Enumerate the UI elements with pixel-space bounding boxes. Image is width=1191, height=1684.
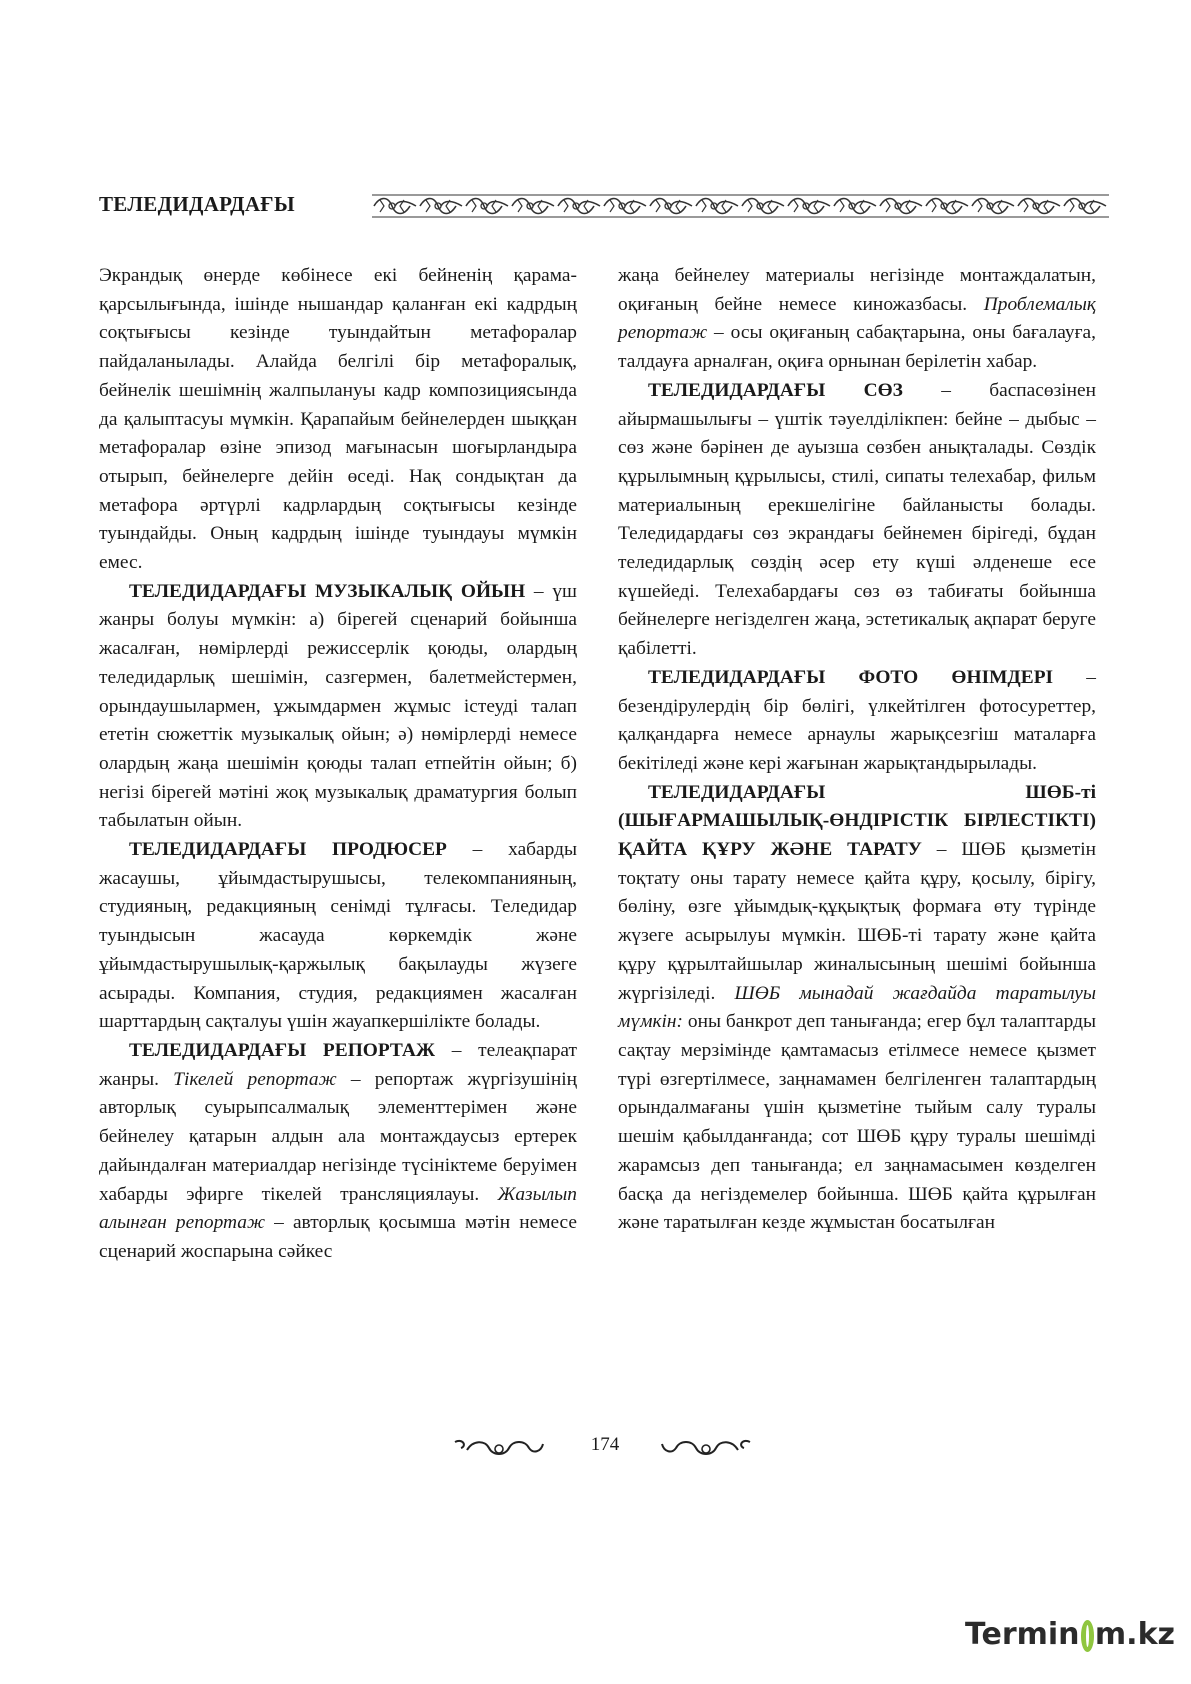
left-column	[99, 262, 577, 1267]
running-header	[99, 192, 1109, 222]
entry-headword: ТЕЛЕДИДАРДАҒЫ ПРОДЮСЕР	[129, 839, 447, 861]
watermark-ring-icon	[1081, 1620, 1094, 1652]
paragraph-continued: жаңа бейнелеу материалы негізінде монтаждалатын, оқиғаның бейне немесе киножазбасы. Проблемалық репортаж – осы оқиғаның сабақтарына, оны бағалауға, талдауға арналған, оқиға орнынан берілетін хабар.	[618, 265, 1096, 373]
entry-music-show: ТЕЛЕДИДАРДАҒЫ МУЗЫКАЛЫҚ ОЙЫН – үш жанры болуы мүмкін: а) бірегей сценарий бойынша жасалған, нөмірлерді режиссерлік қоюды, олардың теледидарлық шешімін, сазгермен, балетмейстермен, орындаушылармен, ұжымдармен жұмыс істеуді талап ететін сюжеттік музыкалық ойын; ә) нөмірлерді немесе олардың жаңа шешімін қоюды талап етпейтін ойын; б) негізі бірегей мәтіні жоқ музыкалық драматургия болып табылатын ойын.	[99, 580, 577, 832]
page-footer	[0, 1434, 1191, 1464]
page-number: 174	[590, 1434, 620, 1455]
right-flourish-icon	[660, 1436, 752, 1460]
entry-speech: ТЕЛЕДИДАРДАҒЫ СӨЗ – баспасөзінен айырмашылығы – үштік тәуелділікпен: бейне – дыбыс – сөз және бәрінен де ауызша сөзбен анықталады. Сөздік құрылымның құрылысы, стилі, сипаты телехабар, фильм материалының ерекшелігіне байланысты болады. Теледидардағы сөз экрандағы бейнемен бірігеді, бұдан теледидарлық сөздің әсер ету күші әлденеше есе күшейеді. Телехабардағы сөз өз табиғаты бойынша бейнелерге негізделген жаңа, эстетикалық ақпарат беруге қабілетті.	[618, 379, 1096, 660]
entry-headword: ТЕЛЕДИДАРДАҒЫ ФОТО ӨНІМДЕРІ	[648, 666, 1054, 688]
header-title: ТЕЛЕДИДАРДАҒЫ	[99, 192, 295, 216]
entry-headword: ТЕЛЕДИДАРДАҒЫ СӨЗ	[648, 379, 903, 401]
right-column	[618, 262, 1096, 1238]
paragraph: Экрандық өнерде көбінесе екі бейненің қарама-қарсылығында, ішінде нышандар қаланған екі кадрдың соқтығысы кезінде туындайтын метафоралар пайдаланылады. Алайда белгілі бір метафоралық, бейнелік шешімнің жалпылануы кадр композициясында да қалыптасуы мүмкін. Қарапайым бейнелерден шыққан метафоралар өзіне эпизод мағынасын шоғырландыра отырып, бейнелерге дейін өседі. Нақ сондықтан да метафора әртүрлі кадрлардың соқтығысы кезінде туындайды. Оның кадрдың ішінде туындауы мүмкін емес.	[99, 265, 577, 574]
termincom-watermark: Termin m.kz	[965, 1616, 1175, 1652]
left-flourish-icon	[453, 1436, 545, 1460]
entry-headword: ТЕЛЕДИДАРДАҒЫ РЕПОРТАЖ	[129, 1039, 436, 1061]
entry-producer: ТЕЛЕДИДАРДАҒЫ ПРОДЮСЕР – хабарды жасаушы, ұйымдастырушысы, телекомпанияның, студияның, редакцияның сенімді тұлғасы. Теледидар туындысын жасауда көркемдік және ұйымдастырушылық-қаржылық бақылауды жүзеге асырады. Компания, студия, редакциямен жасалған шарттардың сақталуы үшін жауапкершілікте болады.	[99, 839, 577, 1033]
entry-reportage: ТЕЛЕДИДАРДАҒЫ РЕПОРТАЖ – телеақпарат жанры. Тікелей репортаж – репортаж жүргізушінің авторлық суырыпсалмалық элементтерімен және бейнелеу қатарын алдын ала монтаждаусыз ертерек дайындалған материалдар негізінде түсініктеме беруімен хабарды эфирге тікелей трансляциялауы. Жазылып алынған репортаж – авторлық қосымша мәтін немесе сценарий жоспарына сәйкес	[99, 1039, 577, 1262]
ornament-band-icon	[372, 194, 1109, 218]
entry-reorganization: ТЕЛЕДИДАРДАҒЫ ШӨБ-ті (ШЫҒАРМАШЫЛЫҚ-ӨНДІРІСТІК БІРЛЕСТІКТІ) ҚАЙТА ҚҰРУ ЖӘНЕ ТАРАТУ – ШӨБ қызметін тоқтату оны тарату немесе қайта құру, қосылу, бірігу, бөліну, өзге ұйымдық-құқықтық формаға өту түрінде жүзеге асырылуы мүмкін. ШӨБ-ті тарату және қайта құру құрылтайшылар жиналысының шешімі бойынша жүргізіледі. ШӨБ мынадай жағдайда таратылуы мүмкін: оны банкрот деп танығанда; егер бұл талаптарды сақтау мерзімінде қамтамасыз етілмесе немесе қызмет түрі өзгертілмесе, заңнамамен белгіленген талаптардың орындалмағаны үшін қызметіне тыйым салу туралы шешім қабылданғанда; сот ШӨБ құру туралы шешімді жарамсыз деп танығанда; ел заңнамасымен көзделген басқа да негіздемелер бойынша. ШӨБ қайта құрылған және таратылған кезде жұмыстан босатылған	[618, 781, 1097, 1234]
entry-photo-products: ТЕЛЕДИДАРДАҒЫ ФОТО ӨНІМДЕРІ – безендірулердің бір бөлігі, үлкейтілген фотосуреттер, қалқандарға немесе арнаулы жарықсезгіш маталарға бекітіледі және кері жағынан жарықтандырылады.	[618, 666, 1097, 774]
entry-headword: ТЕЛЕДИДАРДАҒЫ МУЗЫКАЛЫҚ ОЙЫН	[129, 580, 526, 602]
entry-headword: ТЕЛЕДИДАРДАҒЫ ШӨБ-ті (ШЫҒАРМАШЫЛЫҚ-ӨНДІРІСТІК БІРЛЕСТІКТІ) ҚАЙТА ҚҰРУ ЖӘНЕ ТАРАТУ	[618, 781, 1096, 861]
